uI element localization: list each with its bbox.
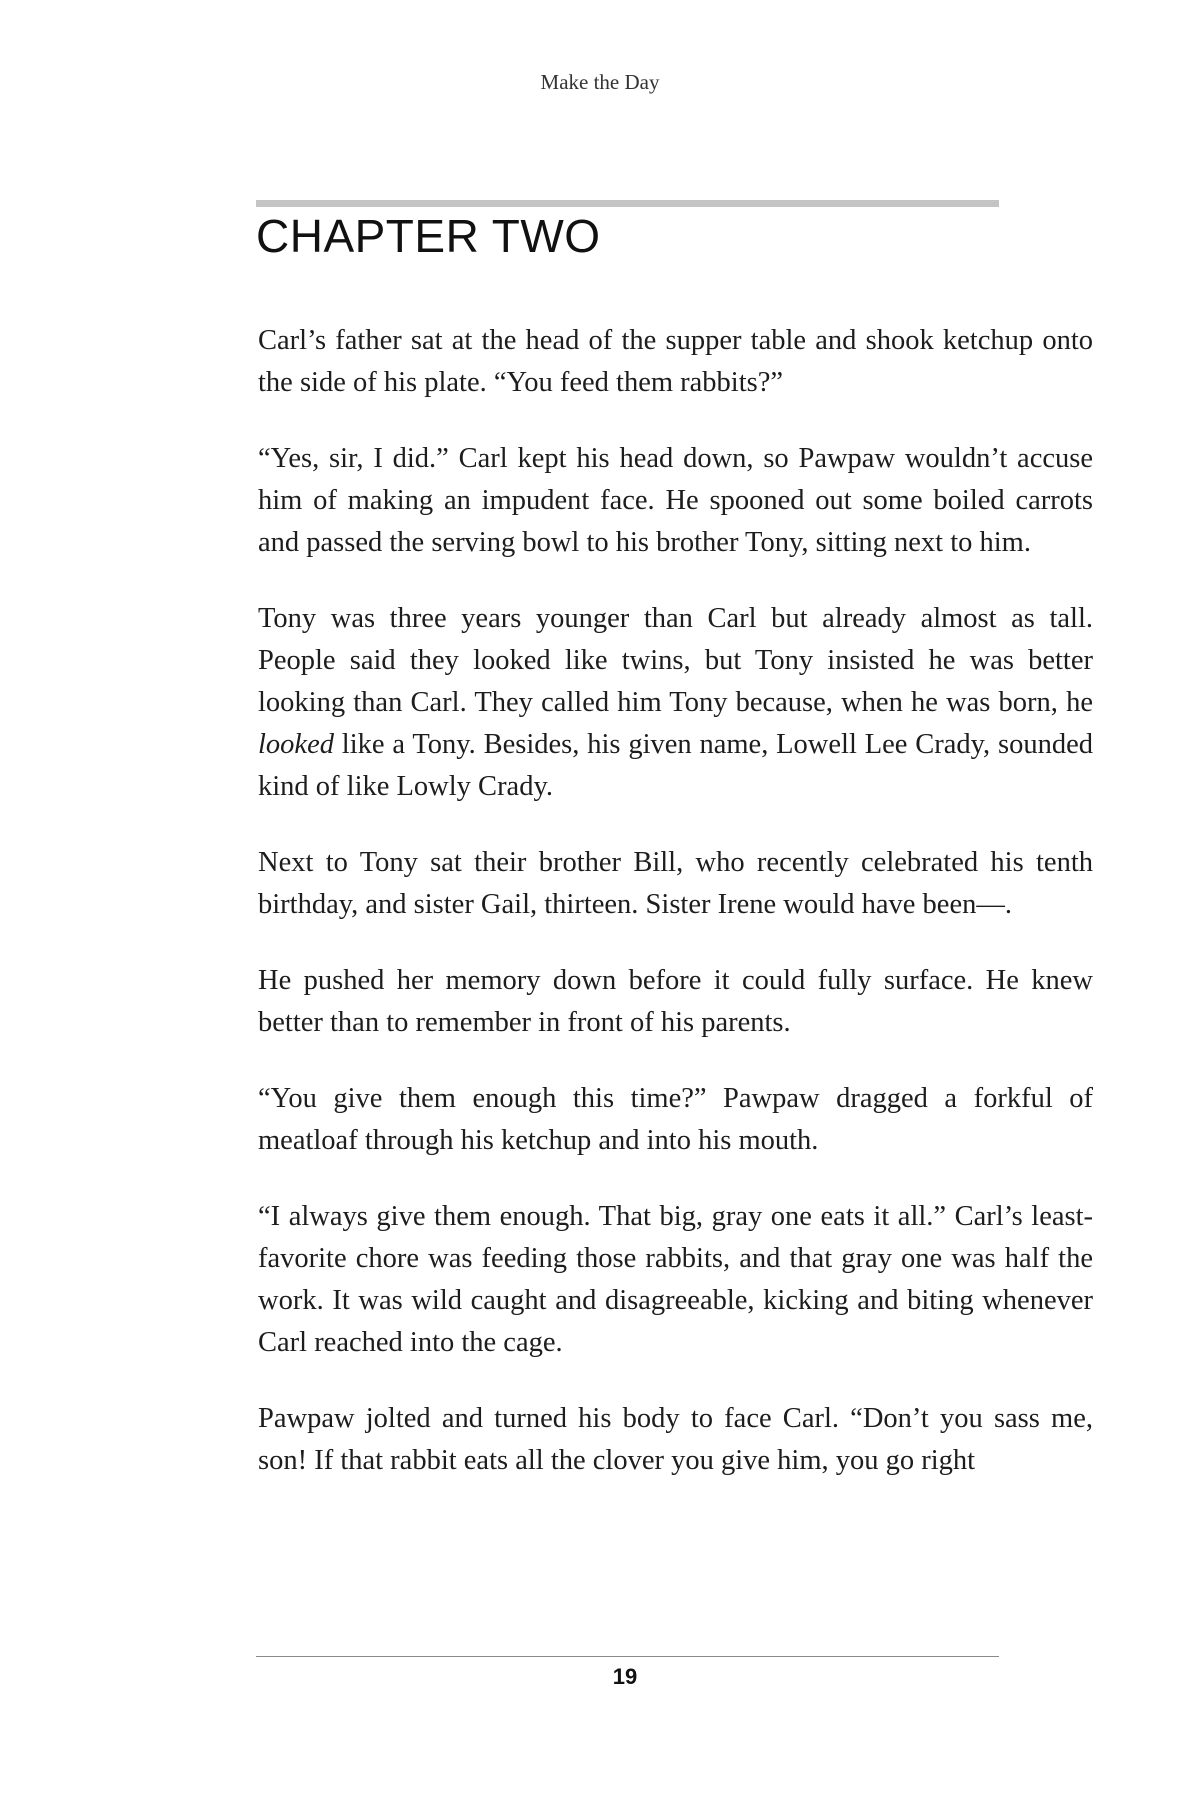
paragraph-3-emphasis: looked <box>258 729 334 760</box>
paragraph-2: “Yes, sir, I did.” Carl kept his head down, so Pawpaw wouldn’t accuse him of making an impudent face. He spooned out some boiled carrots and passed the serving bowl to his brother Tony, sitting next to him. <box>258 443 1093 558</box>
footer-rule <box>256 1656 999 1657</box>
page-number: 19 <box>612 1664 638 1689</box>
paragraph-1: Carl’s father sat at the head of the supper table and shook ketchup onto the side of his plate. “You feed them rabbits?” <box>258 325 1093 398</box>
body-text <box>258 320 1093 1482</box>
paragraph-8: Pawpaw jolted and turned his body to face Carl. “Don’t you sass me, son! If that rabbit eats all the clover you give him, you go right <box>258 1403 1093 1476</box>
paragraph-3-text-b: like a Tony. Besides, his given name, Lowell Lee Crady, sounded kind of like Lowly Crady. <box>258 729 1093 802</box>
chapter-title: CHAPTER TWO <box>256 210 601 262</box>
paragraph-7: “I always give them enough. That big, gray one eats it all.” Carl’s least-favorite chore was feeding those rabbits, and that gray one was half the work. It was wild caught and disagreeable, kicking and biting whenever Carl reached into the cage. <box>258 1201 1093 1358</box>
running-header: Make the Day <box>540 70 660 94</box>
paragraph-4: Next to Tony sat their brother Bill, who recently celebrated his tenth birthday, and sister Gail, thirteen. Sister Irene would have been—. <box>258 847 1093 920</box>
paragraph-3 <box>258 598 1093 808</box>
paragraph-6: “You give them enough this time?” Pawpaw dragged a forkful of meatloaf through his ketchup and into his mouth. <box>258 1083 1093 1156</box>
paragraph-5: He pushed her memory down before it could fully surface. He knew better than to remember in front of his parents. <box>258 965 1093 1038</box>
paragraph-3-text-a: Tony was three years younger than Carl but already almost as tall. People said they looked like twins, but Tony insisted he was better looking than Carl. They called him Tony because, when he was born, he <box>258 603 1093 718</box>
